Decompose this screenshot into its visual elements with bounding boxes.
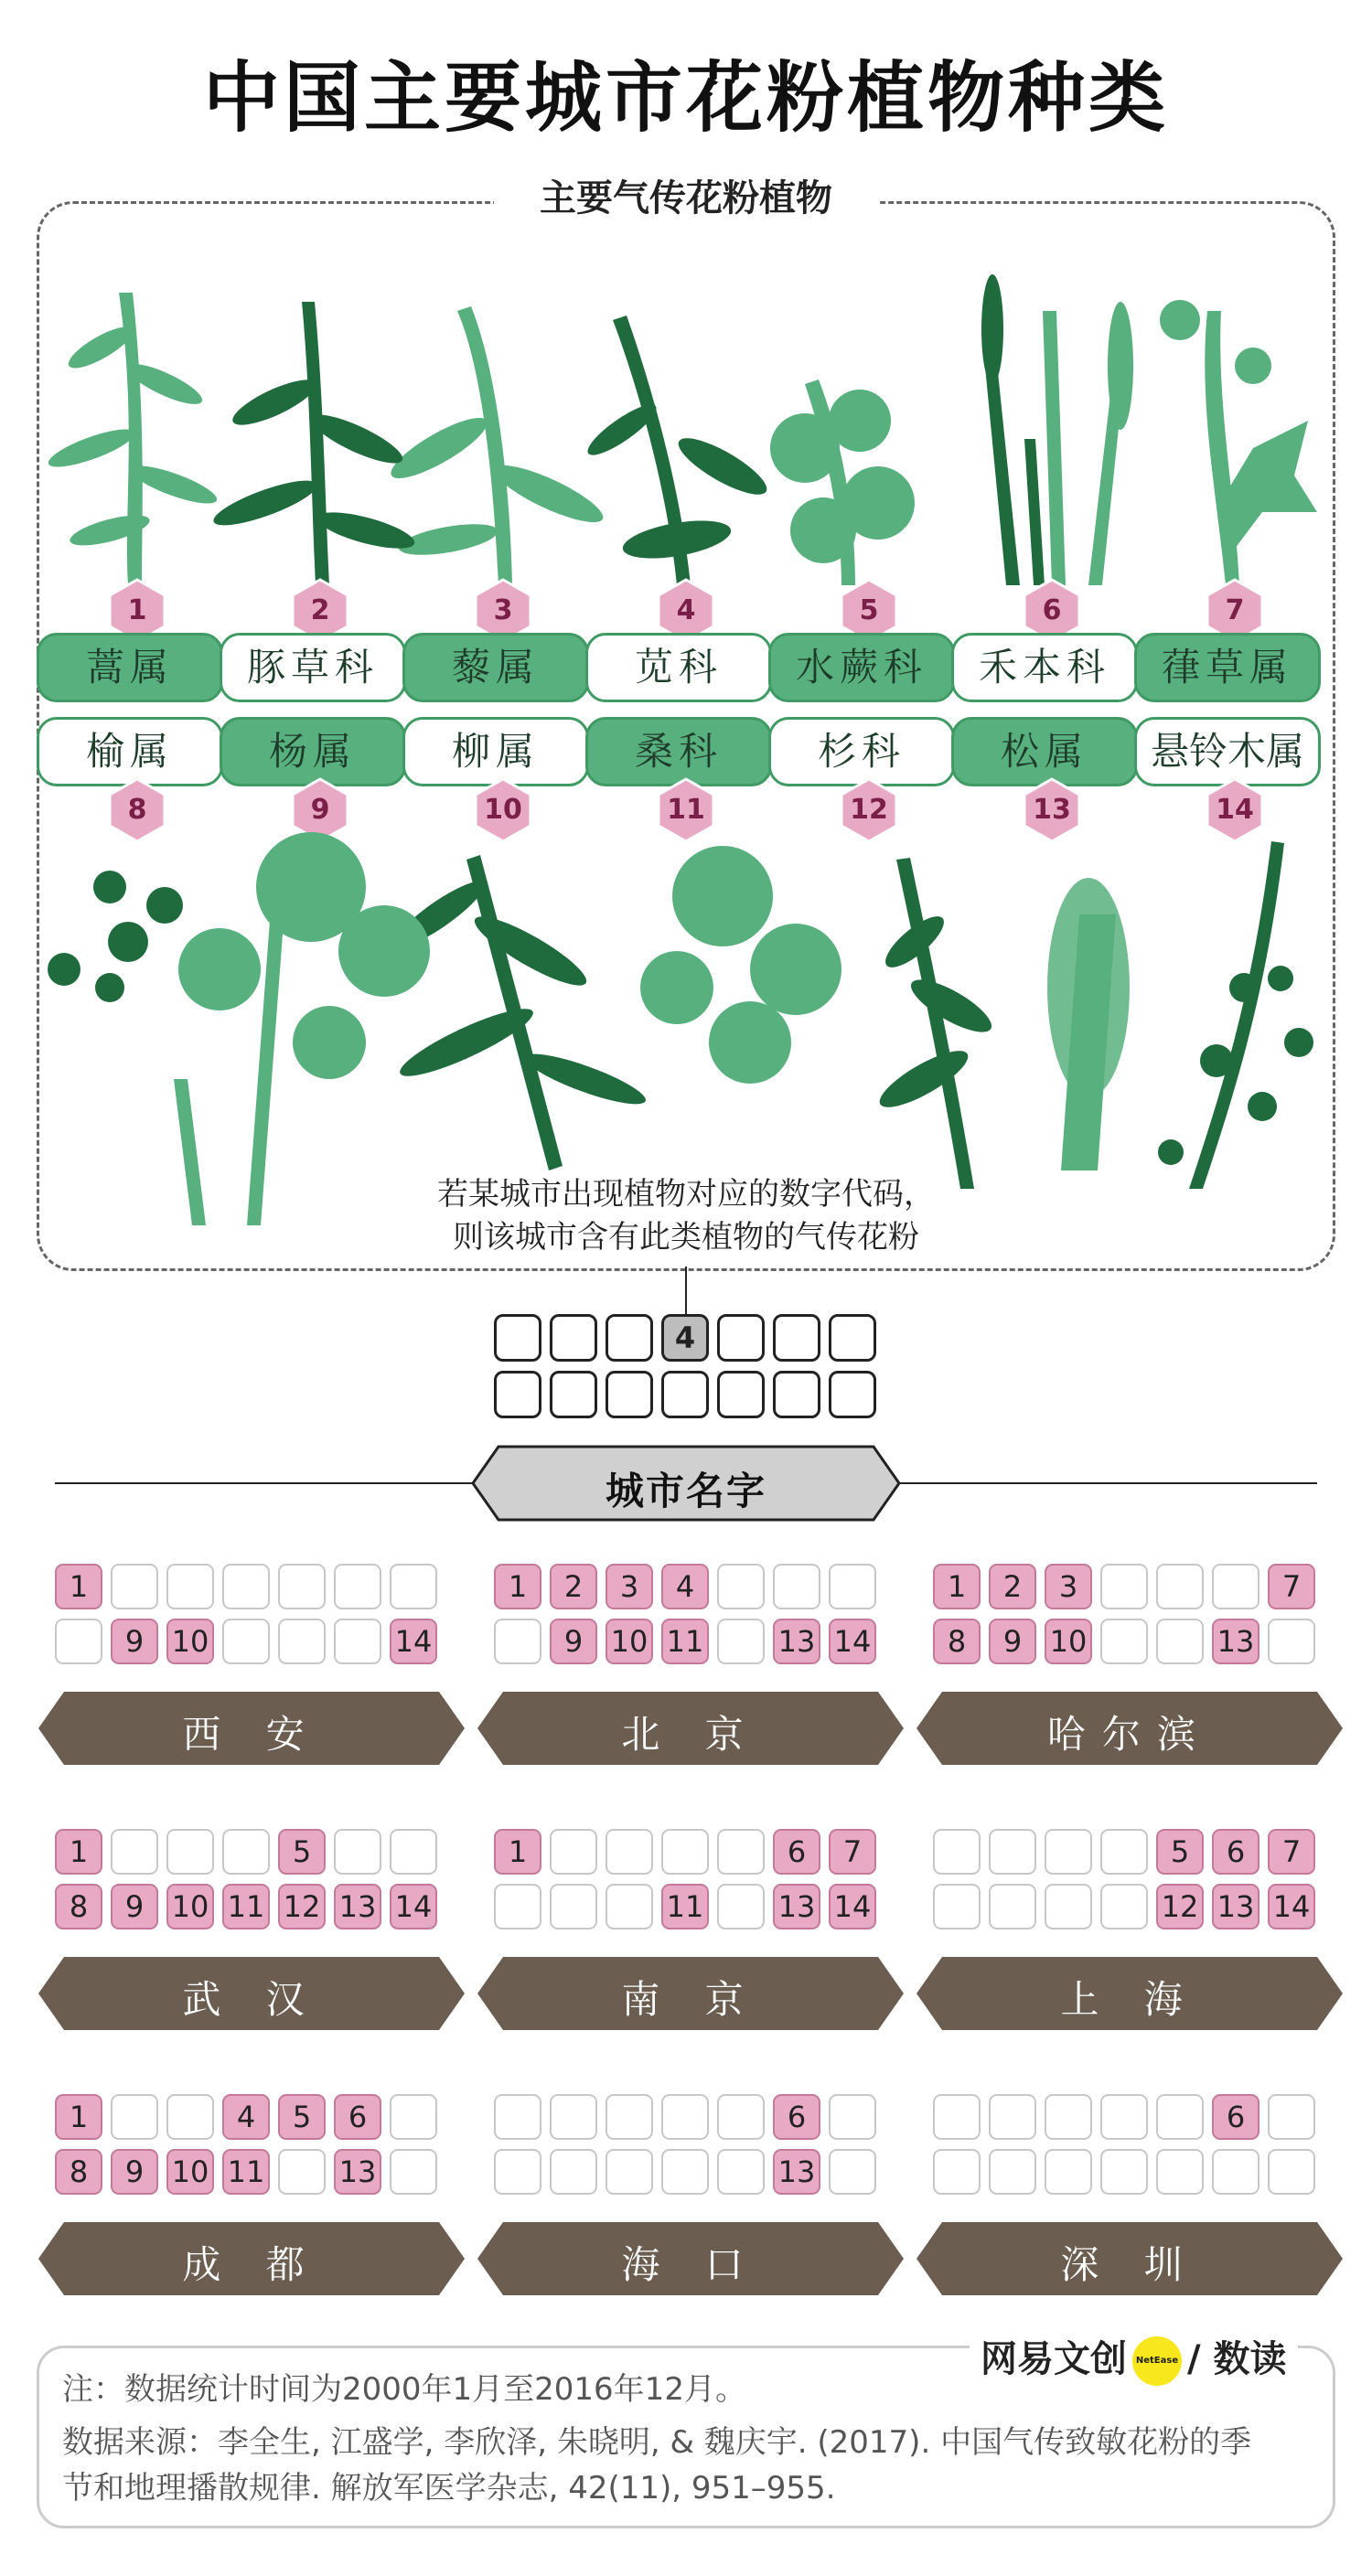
legend-cell — [661, 1371, 709, 1418]
city-code-cell — [1156, 2149, 1204, 2195]
legend-cell — [717, 1371, 765, 1418]
city-code-cell — [334, 1619, 381, 1664]
city-code-cell — [717, 1619, 765, 1664]
footer-source-2: 节和地理播散规律. 解放军医学杂志, 42(11), 951–955. — [62, 2470, 836, 2507]
city-code-cell — [606, 1829, 653, 1875]
city-code-cell: 10 — [606, 1619, 653, 1664]
city-name-banner — [915, 1955, 1345, 2032]
plant-tag: 蒿属 — [37, 633, 223, 702]
city-code-cell: 9 — [111, 1884, 158, 1929]
city-code-cell — [334, 1564, 381, 1609]
city-code-cell — [989, 2094, 1036, 2140]
brand-dot-icon: NetEase — [1132, 2336, 1182, 2386]
city-code-cell: 9 — [550, 1619, 597, 1664]
city-code-cell: 7 — [829, 1829, 876, 1875]
city-name-banner — [915, 1690, 1345, 1767]
city-code-cell: 10 — [1045, 1619, 1092, 1664]
plant-tag: 榆属 — [37, 717, 223, 786]
city-code-cell — [933, 1884, 981, 1929]
city-code-cell — [989, 1829, 1036, 1875]
city-code-cell: 6 — [773, 2094, 820, 2140]
plant-tag: 葎草属 — [1134, 633, 1321, 702]
city-code-cell: 8 — [933, 1619, 981, 1664]
plant-number-badge: 12 — [840, 777, 898, 843]
city-code-cell: 1 — [494, 1829, 541, 1875]
city-code-cell: 14 — [829, 1884, 876, 1929]
city-code-cell: 6 — [334, 2094, 381, 2140]
city-code-cell: 9 — [989, 1619, 1036, 1664]
city-code-cell: 11 — [222, 2149, 270, 2195]
page-title: 中国主要城市花粉植物种类 — [202, 53, 1169, 143]
city-code-cell — [661, 2094, 709, 2140]
city-name-banner — [476, 1690, 906, 1767]
footer-note: 注：数据统计时间为2000年1月至2016年12月。 — [62, 2371, 746, 2408]
city-code-cell — [550, 1829, 597, 1875]
city-code-cell — [1156, 1564, 1204, 1609]
city-code-cell — [606, 2149, 653, 2195]
city-code-cell — [1045, 2094, 1092, 2140]
city-code-cell — [550, 2149, 597, 2195]
city-name: 南 京 — [621, 1977, 760, 2022]
plant-number-badge: 2 — [291, 578, 349, 644]
city-code-cell — [989, 1884, 1036, 1929]
city-code-cell — [222, 1829, 270, 1875]
city-code-cell: 5 — [1156, 1829, 1204, 1875]
city-name-banner — [915, 2220, 1345, 2297]
city-code-cell: 14 — [390, 1619, 437, 1664]
city-code-cell: 2 — [989, 1564, 1036, 1609]
legend-cell — [773, 1371, 820, 1418]
city-code-cell — [494, 2094, 541, 2140]
city-code-cell — [334, 1829, 381, 1875]
legend-cell — [550, 1371, 597, 1418]
plant-number-badge: 11 — [657, 777, 715, 843]
city-name: 哈尔滨 — [1046, 1712, 1212, 1757]
city-code-cell — [390, 1564, 437, 1609]
plant-number-badge: 9 — [291, 777, 349, 843]
plant-tag: 禾本科 — [951, 633, 1138, 702]
city-code-cell: 13 — [773, 1619, 820, 1664]
city-code-cell: 1 — [55, 1564, 102, 1609]
city-code-cell: 11 — [661, 1884, 709, 1929]
city-code-cell — [1100, 1564, 1148, 1609]
explain-line-2: 则该城市含有此类植物的气传花粉 — [453, 1219, 919, 1256]
plant-tag: 柳属 — [402, 717, 589, 786]
city-name-banner — [476, 2220, 906, 2297]
city-code-cell — [606, 1884, 653, 1929]
city-code-cell — [494, 1619, 541, 1664]
city-code-cell — [829, 1564, 876, 1609]
legend-cell — [717, 1314, 765, 1362]
city-header-label: 城市名字 — [605, 1469, 766, 1513]
city-code-cell — [550, 2094, 597, 2140]
city-code-cell — [661, 1829, 709, 1875]
city-code-cell — [989, 2149, 1036, 2195]
city-code-cell — [606, 2094, 653, 2140]
city-code-cell: 13 — [334, 2149, 381, 2195]
legend-cell — [829, 1371, 876, 1418]
footer-source-1: 数据来源：李全生, 江盛学, 李欣泽, 朱晓明, & 魏庆宇. (2017). 中国气传致敏花粉的季 — [62, 2424, 1252, 2461]
plant-number-badge: 10 — [474, 777, 532, 843]
city-name: 上 海 — [1060, 1977, 1199, 2022]
city-code-cell — [55, 1619, 102, 1664]
city-code-cell — [717, 1884, 765, 1929]
legend-cell — [829, 1314, 876, 1362]
city-code-cell: 13 — [773, 2149, 820, 2195]
city-code-cell: 6 — [773, 1829, 820, 1875]
legend-cell — [606, 1371, 653, 1418]
city-code-cell: 2 — [550, 1564, 597, 1609]
legend-cell — [773, 1314, 820, 1362]
city-code-cell — [1212, 1564, 1259, 1609]
city-code-cell — [278, 1619, 326, 1664]
plant-tag: 藜属 — [402, 633, 589, 702]
city-name: 深 圳 — [1060, 2242, 1199, 2287]
city-code-cell — [1045, 1884, 1092, 1929]
plant-tag: 杉科 — [768, 717, 955, 786]
city-code-cell — [1100, 2094, 1148, 2140]
city-code-cell — [933, 2149, 981, 2195]
city-code-cell — [1268, 2094, 1315, 2140]
city-code-cell — [661, 2149, 709, 2195]
city-code-cell: 3 — [1045, 1564, 1092, 1609]
city-code-cell — [390, 2094, 437, 2140]
legend-cell — [606, 1314, 653, 1362]
city-name: 成 都 — [182, 2242, 321, 2287]
city-code-cell — [933, 2094, 981, 2140]
city-code-cell — [1156, 1619, 1204, 1664]
city-code-cell: 1 — [55, 2094, 102, 2140]
legend-cell-example: 4 — [661, 1314, 709, 1362]
plant-tag: 豚草科 — [220, 633, 406, 702]
plant-number-badge: 8 — [108, 777, 166, 843]
city-code-cell — [111, 1829, 158, 1875]
plant-tag: 杨属 — [220, 717, 406, 786]
city-code-cell — [1156, 2094, 1204, 2140]
city-code-cell — [1268, 2149, 1315, 2195]
city-code-cell — [1268, 1619, 1315, 1664]
city-code-cell — [166, 2094, 214, 2140]
plant-number-badge: 7 — [1206, 578, 1264, 644]
city-code-cell — [1045, 2149, 1092, 2195]
city-name-banner — [37, 1955, 466, 2032]
plant-number-badge: 13 — [1023, 777, 1081, 843]
plant-tag: 悬铃木属 — [1134, 717, 1321, 786]
city-code-cell — [166, 1564, 214, 1609]
city-code-cell: 10 — [166, 2149, 214, 2195]
legend-cell — [550, 1314, 597, 1362]
city-code-cell: 8 — [55, 1884, 102, 1929]
city-name-banner — [476, 1955, 906, 2032]
plant-number-badge: 6 — [1023, 578, 1081, 644]
city-code-cell: 1 — [494, 1564, 541, 1609]
plant-tag: 桑科 — [585, 717, 772, 786]
panel-title: 主要气传花粉植物 — [494, 169, 878, 221]
city-code-cell: 4 — [661, 1564, 709, 1609]
city-code-cell — [717, 2094, 765, 2140]
city-code-cell — [1212, 2149, 1259, 2195]
plant-number-badge: 3 — [474, 578, 532, 644]
city-code-cell — [1100, 2149, 1148, 2195]
plant-tag: 松属 — [951, 717, 1138, 786]
city-code-cell — [278, 2149, 326, 2195]
city-code-cell — [494, 1884, 541, 1929]
plant-number-badge: 14 — [1206, 777, 1264, 843]
city-code-cell — [933, 1829, 981, 1875]
brand-logo: 网易文创 NetEase / 数读 — [970, 2330, 1298, 2386]
city-code-cell: 13 — [773, 1884, 820, 1929]
legend-cell — [494, 1371, 541, 1418]
city-code-cell — [222, 1564, 270, 1609]
plant-illustrations-top — [37, 238, 1335, 604]
city-code-cell — [390, 2149, 437, 2195]
city-code-cell — [166, 1829, 214, 1875]
city-code-cell: 10 — [166, 1619, 214, 1664]
city-code-cell: 13 — [1212, 1884, 1259, 1929]
city-code-cell — [1045, 1829, 1092, 1875]
explain-line-1: 若某城市出现植物对应的数字代码， — [437, 1176, 935, 1213]
city-name: 海 口 — [621, 2242, 760, 2287]
city-code-cell: 14 — [1268, 1884, 1315, 1929]
city-code-cell — [1100, 1619, 1148, 1664]
city-code-cell: 12 — [1156, 1884, 1204, 1929]
city-code-cell: 11 — [222, 1884, 270, 1929]
plant-tag: 水蕨科 — [768, 633, 955, 702]
plant-number-badge: 5 — [840, 578, 898, 644]
city-code-cell: 9 — [111, 1619, 158, 1664]
city-code-cell: 14 — [829, 1619, 876, 1664]
city-code-cell — [278, 1564, 326, 1609]
city-code-cell: 9 — [111, 2149, 158, 2195]
plant-number-badge: 1 — [108, 578, 166, 644]
city-code-cell — [829, 2094, 876, 2140]
city-code-cell — [1100, 1829, 1148, 1875]
plant-number-badge: 4 — [657, 578, 715, 644]
city-code-cell: 3 — [606, 1564, 653, 1609]
plant-tag: 苋科 — [585, 633, 772, 702]
pointer-line — [685, 1267, 687, 1314]
city-name: 北 京 — [621, 1712, 760, 1757]
city-code-cell — [222, 1619, 270, 1664]
city-code-cell — [111, 2094, 158, 2140]
city-code-cell — [390, 1829, 437, 1875]
city-name: 武 汉 — [182, 1977, 321, 2022]
city-code-cell: 5 — [278, 2094, 326, 2140]
city-code-cell: 7 — [1268, 1829, 1315, 1875]
city-name: 西 安 — [182, 1712, 321, 1757]
city-code-cell — [1100, 1884, 1148, 1929]
city-code-cell — [717, 1829, 765, 1875]
city-code-cell: 14 — [390, 1884, 437, 1929]
city-code-cell: 8 — [55, 2149, 102, 2195]
city-code-cell: 13 — [1212, 1619, 1259, 1664]
city-code-cell — [494, 2149, 541, 2195]
city-code-cell — [717, 1564, 765, 1609]
legend-cell — [494, 1314, 541, 1362]
city-code-cell: 13 — [334, 1884, 381, 1929]
city-code-cell: 6 — [1212, 2094, 1259, 2140]
city-code-cell — [773, 1564, 820, 1609]
city-code-cell — [550, 1884, 597, 1929]
plant-illustrations-bottom — [37, 805, 1335, 1225]
city-header-banner — [471, 1445, 901, 1522]
city-code-cell — [829, 2149, 876, 2195]
city-code-cell: 1 — [55, 1829, 102, 1875]
city-code-cell: 11 — [661, 1619, 709, 1664]
city-code-cell: 4 — [222, 2094, 270, 2140]
city-code-cell: 10 — [166, 1884, 214, 1929]
city-name-banner — [37, 2220, 466, 2297]
city-code-cell — [111, 1564, 158, 1609]
city-code-cell: 7 — [1268, 1564, 1315, 1609]
city-code-cell: 1 — [933, 1564, 981, 1609]
city-code-cell: 5 — [278, 1829, 326, 1875]
city-name-banner — [37, 1690, 466, 1767]
city-code-cell: 6 — [1212, 1829, 1259, 1875]
city-code-cell: 12 — [278, 1884, 326, 1929]
city-code-cell — [717, 2149, 765, 2195]
